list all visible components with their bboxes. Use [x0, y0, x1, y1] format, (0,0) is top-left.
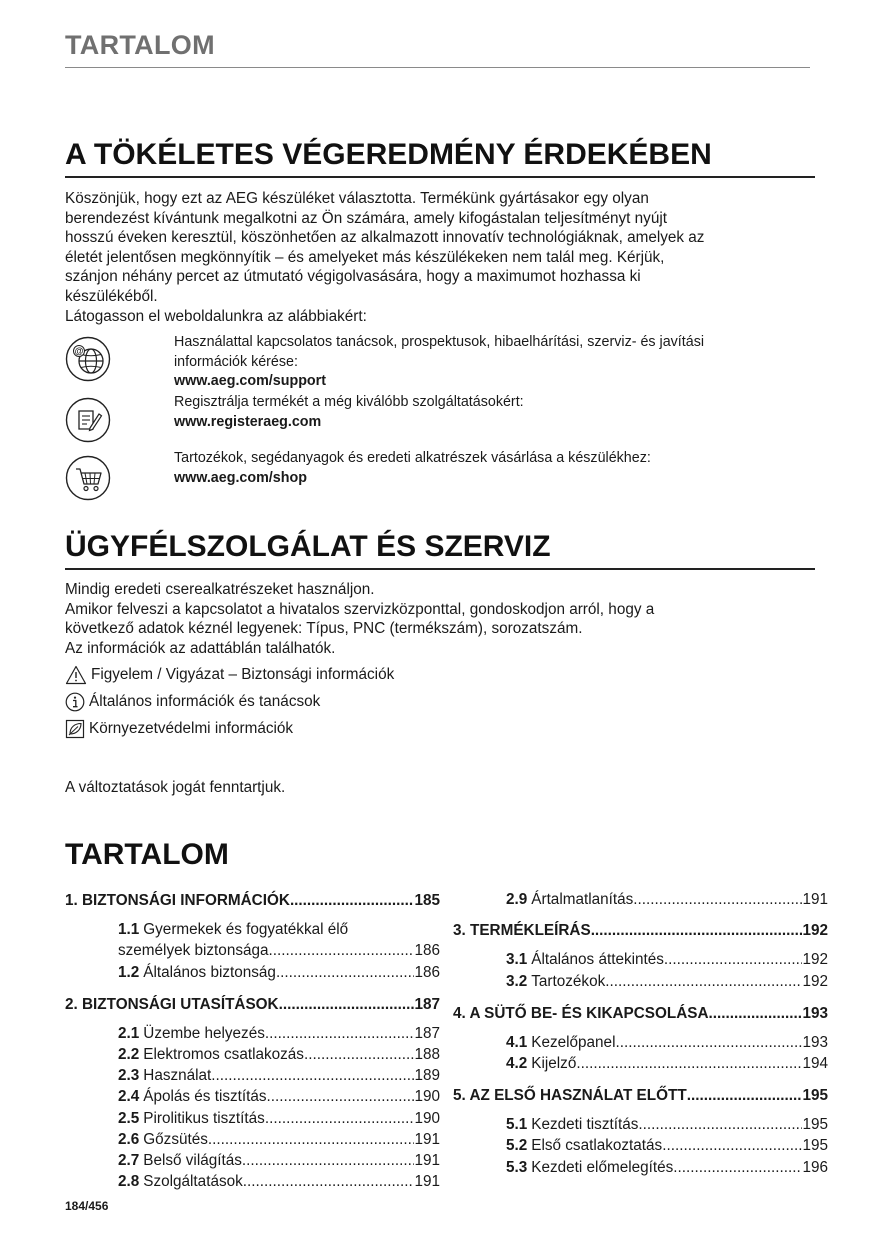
toc-entry[interactable] — [65, 1106, 440, 1127]
toc-label: Tartozékok — [531, 972, 606, 990]
text-line: következő adatok kéznél legyenek: Típus, PNC (termékszám), sorozatszám. — [65, 620, 583, 638]
leader-dots — [638, 1116, 802, 1134]
leader-dots — [633, 891, 802, 909]
globe-icon — [65, 336, 111, 382]
legend-info — [65, 692, 320, 712]
toc-entry[interactable] — [65, 992, 440, 1014]
shop-link-block — [174, 449, 651, 488]
toc-entry[interactable] — [65, 1149, 440, 1170]
toc-page: 193 — [802, 1004, 828, 1022]
toc-page: 190 — [414, 1109, 440, 1127]
cart-icon — [65, 455, 111, 501]
link-description: Használattal kapcsolatos tanácsok, prospektusok, hibaelhárítási, szerviz- és javítási — [174, 334, 705, 350]
toc-entry[interactable] — [65, 939, 440, 960]
toc-label: Általános biztonság — [143, 963, 276, 981]
legend-text: Általános információk és tanácsok — [89, 693, 321, 710]
toc-page: 192 — [802, 951, 828, 969]
toc-label: Kezdeti tisztítás — [531, 1116, 639, 1134]
leader-dots — [211, 1067, 414, 1085]
toc-page: 195 — [802, 1086, 828, 1104]
toc-number: 4.1 — [506, 1033, 528, 1051]
svg-text:@: @ — [74, 346, 84, 356]
leader-dots — [269, 942, 415, 960]
toc-number: 5.1 — [506, 1116, 528, 1134]
leader-dots — [265, 1110, 415, 1128]
spacer — [453, 1023, 828, 1031]
leader-dots — [265, 1025, 415, 1043]
text-line: Látogasson el weboldalunkra az alábbiakért: — [65, 307, 367, 325]
spacer — [453, 909, 828, 918]
toc-entry[interactable] — [65, 1043, 440, 1064]
toc-entry[interactable] — [453, 969, 828, 990]
toc-label: Első csatlakoztatás — [531, 1137, 663, 1155]
toc-page: 192 — [802, 922, 828, 940]
toc-number: 2.9 — [506, 891, 528, 909]
toc-page: 191 — [414, 1151, 440, 1169]
legend-warning — [65, 665, 394, 685]
toc-label: Elektromos csatlakozás — [143, 1045, 304, 1063]
toc-number: 2.2 — [118, 1045, 140, 1063]
text-line: Köszönjük, hogy ezt az AEG készüléket választotta. Termékünk gyártásakor egy olyan — [65, 190, 649, 207]
toc-entry[interactable] — [453, 918, 828, 940]
toc-entry[interactable] — [65, 888, 440, 910]
toc-label: Gyermekek és fogyatékkal élő — [143, 921, 349, 939]
toc-label: 1. BIZTONSÁGI INFORMÁCIÓK — [65, 892, 290, 909]
toc-page: 194 — [802, 1054, 828, 1072]
toc-page: 186 — [414, 942, 440, 960]
warning-icon — [65, 665, 87, 685]
toc-entry[interactable] — [453, 1113, 828, 1134]
toc-page: 193 — [802, 1033, 828, 1051]
link-description: Regisztrálja termékét a még kiválóbb szolgáltatásokért: — [174, 394, 524, 410]
toc-number: 1.1 — [118, 921, 140, 939]
text-line: berendezést kívántunk megalkotni az Ön számára, amely kifogástalan teljesítményt nyújt — [65, 209, 667, 227]
toc-page: 187 — [414, 995, 440, 1013]
toc-entry[interactable] — [453, 1083, 828, 1105]
changes-reserved-note: A változtatások jogát fenntartjuk. — [65, 779, 286, 796]
toc-page: 188 — [414, 1045, 440, 1063]
toc-page: 186 — [414, 963, 440, 981]
toc-label: Belső világítás — [143, 1151, 242, 1169]
leader-dots — [673, 1159, 802, 1177]
toc-label: Általános áttekintés — [531, 951, 664, 969]
toc-number: 5.3 — [506, 1158, 528, 1176]
shop-url-link[interactable]: www.aeg.com/shop — [174, 469, 307, 486]
leader-dots — [243, 1173, 415, 1191]
toc-page: 195 — [802, 1116, 828, 1134]
legend-text: Figyelem / Vigyázat – Biztonsági információk — [91, 666, 395, 683]
toc-number: 2.4 — [118, 1088, 140, 1106]
legend-environment — [65, 719, 293, 739]
leader-dots — [276, 964, 415, 982]
toc-page: 191 — [414, 1173, 440, 1191]
text-line: Amikor felveszi a kapcsolatot a hivatalos szervizközponttal, gondoskodjon arról, hogy a — [65, 600, 655, 618]
spacer — [65, 1014, 440, 1022]
toc-number: 3.1 — [506, 951, 528, 969]
toc-right-column — [453, 888, 828, 1177]
section-divider — [65, 176, 815, 178]
toc-entry[interactable] — [65, 1064, 440, 1085]
leader-dots — [687, 1087, 803, 1105]
toc-entry[interactable] — [453, 1052, 828, 1073]
toc-entry[interactable] — [65, 918, 440, 939]
toc-number: 2.8 — [118, 1173, 140, 1191]
toc-number: 4.2 — [506, 1054, 528, 1072]
toc-entry[interactable] — [65, 1170, 440, 1191]
toc-page: 185 — [414, 892, 440, 909]
spacer — [453, 940, 828, 948]
leader-dots — [615, 1034, 802, 1052]
text-line: készülékéből. — [65, 287, 158, 305]
toc-label: Pirolitikus tisztítás — [143, 1109, 265, 1127]
spacer — [65, 910, 440, 918]
toc-label: Szolgáltatások — [143, 1173, 243, 1191]
page-header-title: TARTALOM — [65, 30, 215, 60]
toc-page: 190 — [414, 1088, 440, 1106]
toc-entry[interactable] — [453, 1001, 828, 1023]
toc-label: Használat — [143, 1067, 212, 1085]
toc-left-column — [65, 888, 440, 1191]
toc-number: 2.3 — [118, 1067, 140, 1085]
toc-page: 191 — [414, 1130, 440, 1148]
text-line: hosszú éveken keresztül, köszönhetően az alkalmazott innovatív technológiáknak, amelyek az — [65, 229, 705, 247]
toc-entry[interactable] — [65, 1128, 440, 1149]
toc-label: 5. AZ ELSŐ HASZNÁLAT ELŐTT — [453, 1086, 687, 1104]
toc-entry[interactable] — [65, 1022, 440, 1043]
leader-dots — [242, 1152, 415, 1170]
spacer — [453, 991, 828, 1001]
leader-dots — [208, 1131, 415, 1149]
toc-page: 192 — [802, 972, 828, 990]
leaf-icon — [65, 719, 85, 739]
toc-label: Ártalmatlanítás — [531, 891, 634, 909]
spacer — [453, 1073, 828, 1083]
link-description: információk kérése: — [174, 353, 298, 370]
toc-number: 2.5 — [118, 1109, 140, 1127]
leader-dots — [576, 1055, 802, 1073]
info-icon — [65, 692, 85, 712]
toc-label: Üzembe helyezés — [143, 1024, 265, 1042]
toc-label: Gőzsütés — [143, 1130, 208, 1148]
section-title-perfect-result: A TÖKÉLETES VÉGEREDMÉNY ÉRDEKÉBEN — [65, 138, 712, 171]
leader-dots — [290, 892, 415, 910]
toc-label: Kijelző — [531, 1054, 577, 1072]
toc-entry[interactable] — [65, 1085, 440, 1106]
toc-number: 3.2 — [506, 972, 528, 990]
spacer — [65, 982, 440, 992]
toc-title: TARTALOM — [65, 838, 229, 871]
text-line: Mindig eredeti cserealkatrészeket használjon. — [65, 581, 375, 598]
leader-dots — [267, 1088, 415, 1106]
leader-dots — [709, 1005, 803, 1023]
toc-label: Ápolás és tisztítás — [143, 1088, 267, 1106]
register-link-block — [174, 393, 524, 432]
link-description: Tartozékok, segédanyagok és eredeti alkatrészek vásárlása a készülékhez: — [174, 450, 651, 466]
toc-entry[interactable] — [453, 948, 828, 969]
text-line: életét jelentősen megkönnyítik – és amelyeket más készülékeken nem talál meg. Kérjük, — [65, 248, 665, 266]
leader-dots — [664, 951, 803, 969]
service-paragraph — [65, 580, 815, 658]
section-title-customer-service: ÜGYFÉLSZOLGÁLAT ÉS SZERVIZ — [65, 530, 551, 563]
toc-page: 191 — [802, 891, 828, 909]
leader-dots — [304, 1046, 415, 1064]
support-link-block — [174, 333, 704, 392]
leader-dots — [662, 1137, 802, 1155]
header-divider — [65, 67, 810, 68]
toc-page: 196 — [802, 1158, 828, 1176]
section-divider — [65, 568, 815, 570]
toc-entry[interactable] — [65, 960, 440, 981]
toc-label: személyek biztonsága — [118, 942, 269, 960]
toc-page: 189 — [414, 1067, 440, 1085]
toc-page: 195 — [802, 1137, 828, 1155]
text-line: szánjon néhány percet az útmutató végigolvasására, hogy a maximumot hozhassa ki — [65, 268, 641, 286]
toc-label: 3. TERMÉKLEÍRÁS — [453, 922, 591, 940]
register-url-link[interactable]: www.registeraeg.com — [174, 413, 322, 430]
toc-label: Kezelőpanel — [531, 1033, 616, 1051]
spacer — [453, 1105, 828, 1113]
leader-dots — [591, 922, 803, 940]
toc-page: 187 — [414, 1024, 440, 1042]
toc-number: 2.1 — [118, 1024, 140, 1042]
text-line: Az információk az adattáblán találhatók. — [65, 639, 336, 657]
intro-paragraph — [65, 189, 815, 326]
toc-label: 4. A SÜTŐ BE- ÉS KIKAPCSOLÁSA — [453, 1004, 709, 1022]
toc-number: 2.7 — [118, 1151, 140, 1169]
toc-number: 1.2 — [118, 963, 140, 981]
toc-entry[interactable] — [453, 1134, 828, 1155]
leader-dots — [605, 973, 802, 991]
toc-number: 5.2 — [506, 1137, 528, 1155]
toc-entry[interactable] — [453, 1155, 828, 1176]
toc-number: 2.6 — [118, 1130, 140, 1148]
leader-dots — [279, 996, 415, 1014]
register-icon — [65, 397, 111, 443]
support-url-link[interactable]: www.aeg.com/support — [174, 373, 326, 389]
toc-entry[interactable] — [453, 1031, 828, 1052]
legend-text: Környezetvédelmi információk — [89, 720, 294, 737]
page-number: 184/456 — [65, 1199, 109, 1213]
toc-label: 2. BIZTONSÁGI UTASÍTÁSOK — [65, 995, 279, 1013]
toc-label: Kezdeti előmelegítés — [531, 1158, 674, 1176]
toc-entry[interactable] — [453, 888, 828, 909]
